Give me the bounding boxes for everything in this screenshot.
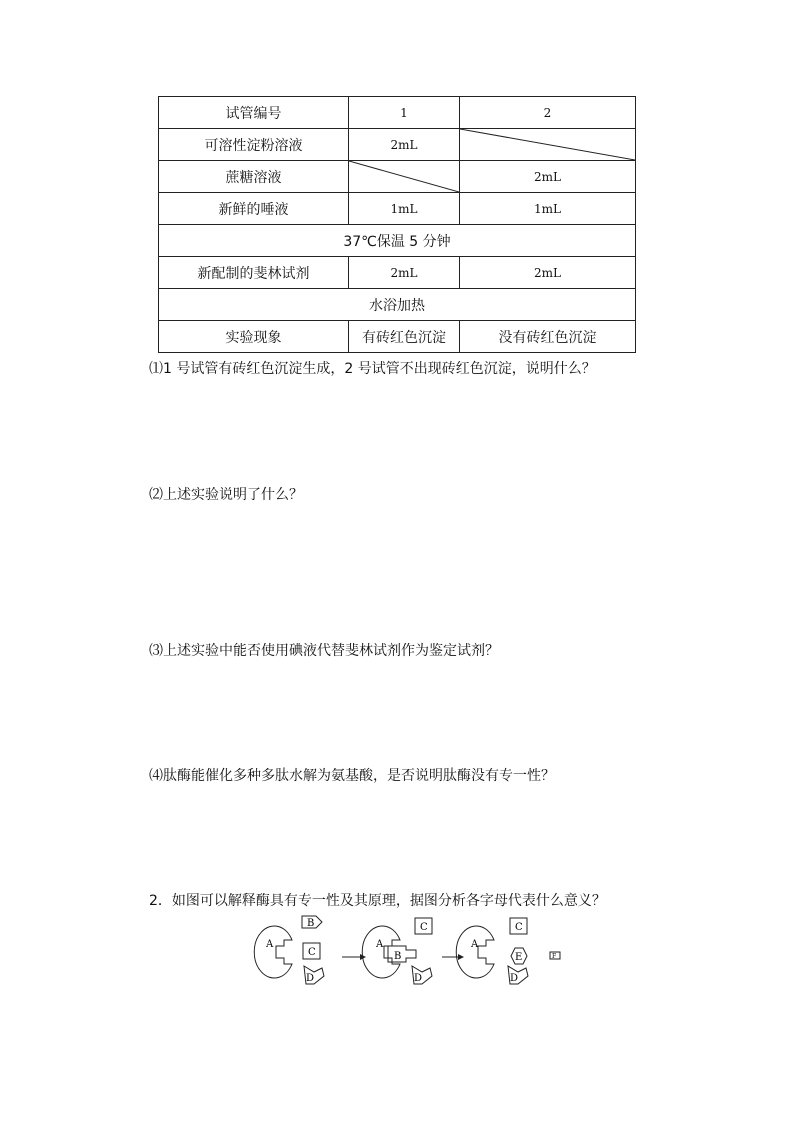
- tube1-cell: 2mL: [349, 129, 460, 161]
- question-3: ⑶上述实验中能否使用碘液代替斐林试剂作为鉴定试剂？: [149, 643, 499, 659]
- tube1-cell: 2mL: [349, 257, 460, 289]
- label-b: B: [394, 951, 402, 962]
- table-header-cell: 2: [460, 97, 636, 129]
- enzyme-specificity-diagram: [250, 912, 570, 992]
- label-d: D: [414, 973, 423, 984]
- table-row: [159, 129, 636, 161]
- label-c: C: [308, 947, 316, 958]
- table-row: [159, 225, 636, 257]
- label-d: D: [510, 973, 519, 984]
- row-label: 可溶性淀粉溶液: [159, 129, 349, 161]
- tube2-result: 没有砖红色沉淀: [460, 321, 636, 353]
- diagonal-line: [349, 161, 459, 192]
- diagonal-line: [460, 129, 635, 160]
- label-c: C: [515, 922, 523, 933]
- merged-step-cell: 水浴加热: [159, 289, 636, 321]
- question-2-prompt: 2．如图可以解释酶具有专一性及其原理，据图分析各字母代表什么意义？: [149, 893, 606, 909]
- label-a: A: [266, 939, 274, 950]
- label-b: B: [307, 918, 315, 929]
- table-row: [159, 321, 636, 353]
- diagram-panel-2: [362, 918, 432, 984]
- row-label: 新配制的斐林试剂: [159, 257, 349, 289]
- tube2-cell: 1mL: [460, 193, 636, 225]
- table-row: [159, 289, 636, 321]
- tube2-cell: 2mL: [460, 257, 636, 289]
- tube2-cell: 2mL: [460, 161, 636, 193]
- row-label: 实验现象: [159, 321, 349, 353]
- label-a: A: [376, 939, 384, 950]
- label-f: F: [552, 953, 557, 960]
- table-row: [159, 193, 636, 225]
- table-header-cell: 试管编号: [159, 97, 349, 129]
- enzyme-shape: [254, 926, 292, 978]
- empty-diagonal-cell: [349, 161, 460, 193]
- table-row: [159, 257, 636, 289]
- diagram-panel-1: [254, 916, 324, 984]
- merged-step-cell: 37℃保温 5 分钟: [159, 225, 636, 257]
- table-header-cell: 1: [349, 97, 460, 129]
- label-a: A: [471, 939, 479, 950]
- label-e: E: [515, 952, 523, 963]
- tube1-result: 有砖红色沉淀: [349, 321, 460, 353]
- diagram-panel-3: [456, 918, 560, 984]
- table-row: [159, 161, 636, 193]
- row-label: 新鲜的唾液: [159, 193, 349, 225]
- question-2: ⑵上述实验说明了什么？: [149, 487, 303, 503]
- empty-diagonal-cell: [460, 129, 636, 161]
- table-row: [159, 97, 636, 129]
- enzyme-shape: [456, 926, 494, 978]
- arrow-right-icon: [442, 954, 464, 960]
- experiment-table: [158, 96, 636, 353]
- row-label: 蔗糖溶液: [159, 161, 349, 193]
- tube1-cell: 1mL: [349, 193, 460, 225]
- label-d: D: [306, 973, 315, 984]
- question-4: ⑷肽酶能催化多种多肽水解为氨基酸，是否说明肽酶没有专一性？: [149, 768, 555, 784]
- label-c: C: [420, 922, 428, 933]
- question-1: ⑴1 号试管有砖红色沉淀生成，2 号试管不出现砖红色沉淀，说明什么？: [149, 361, 596, 377]
